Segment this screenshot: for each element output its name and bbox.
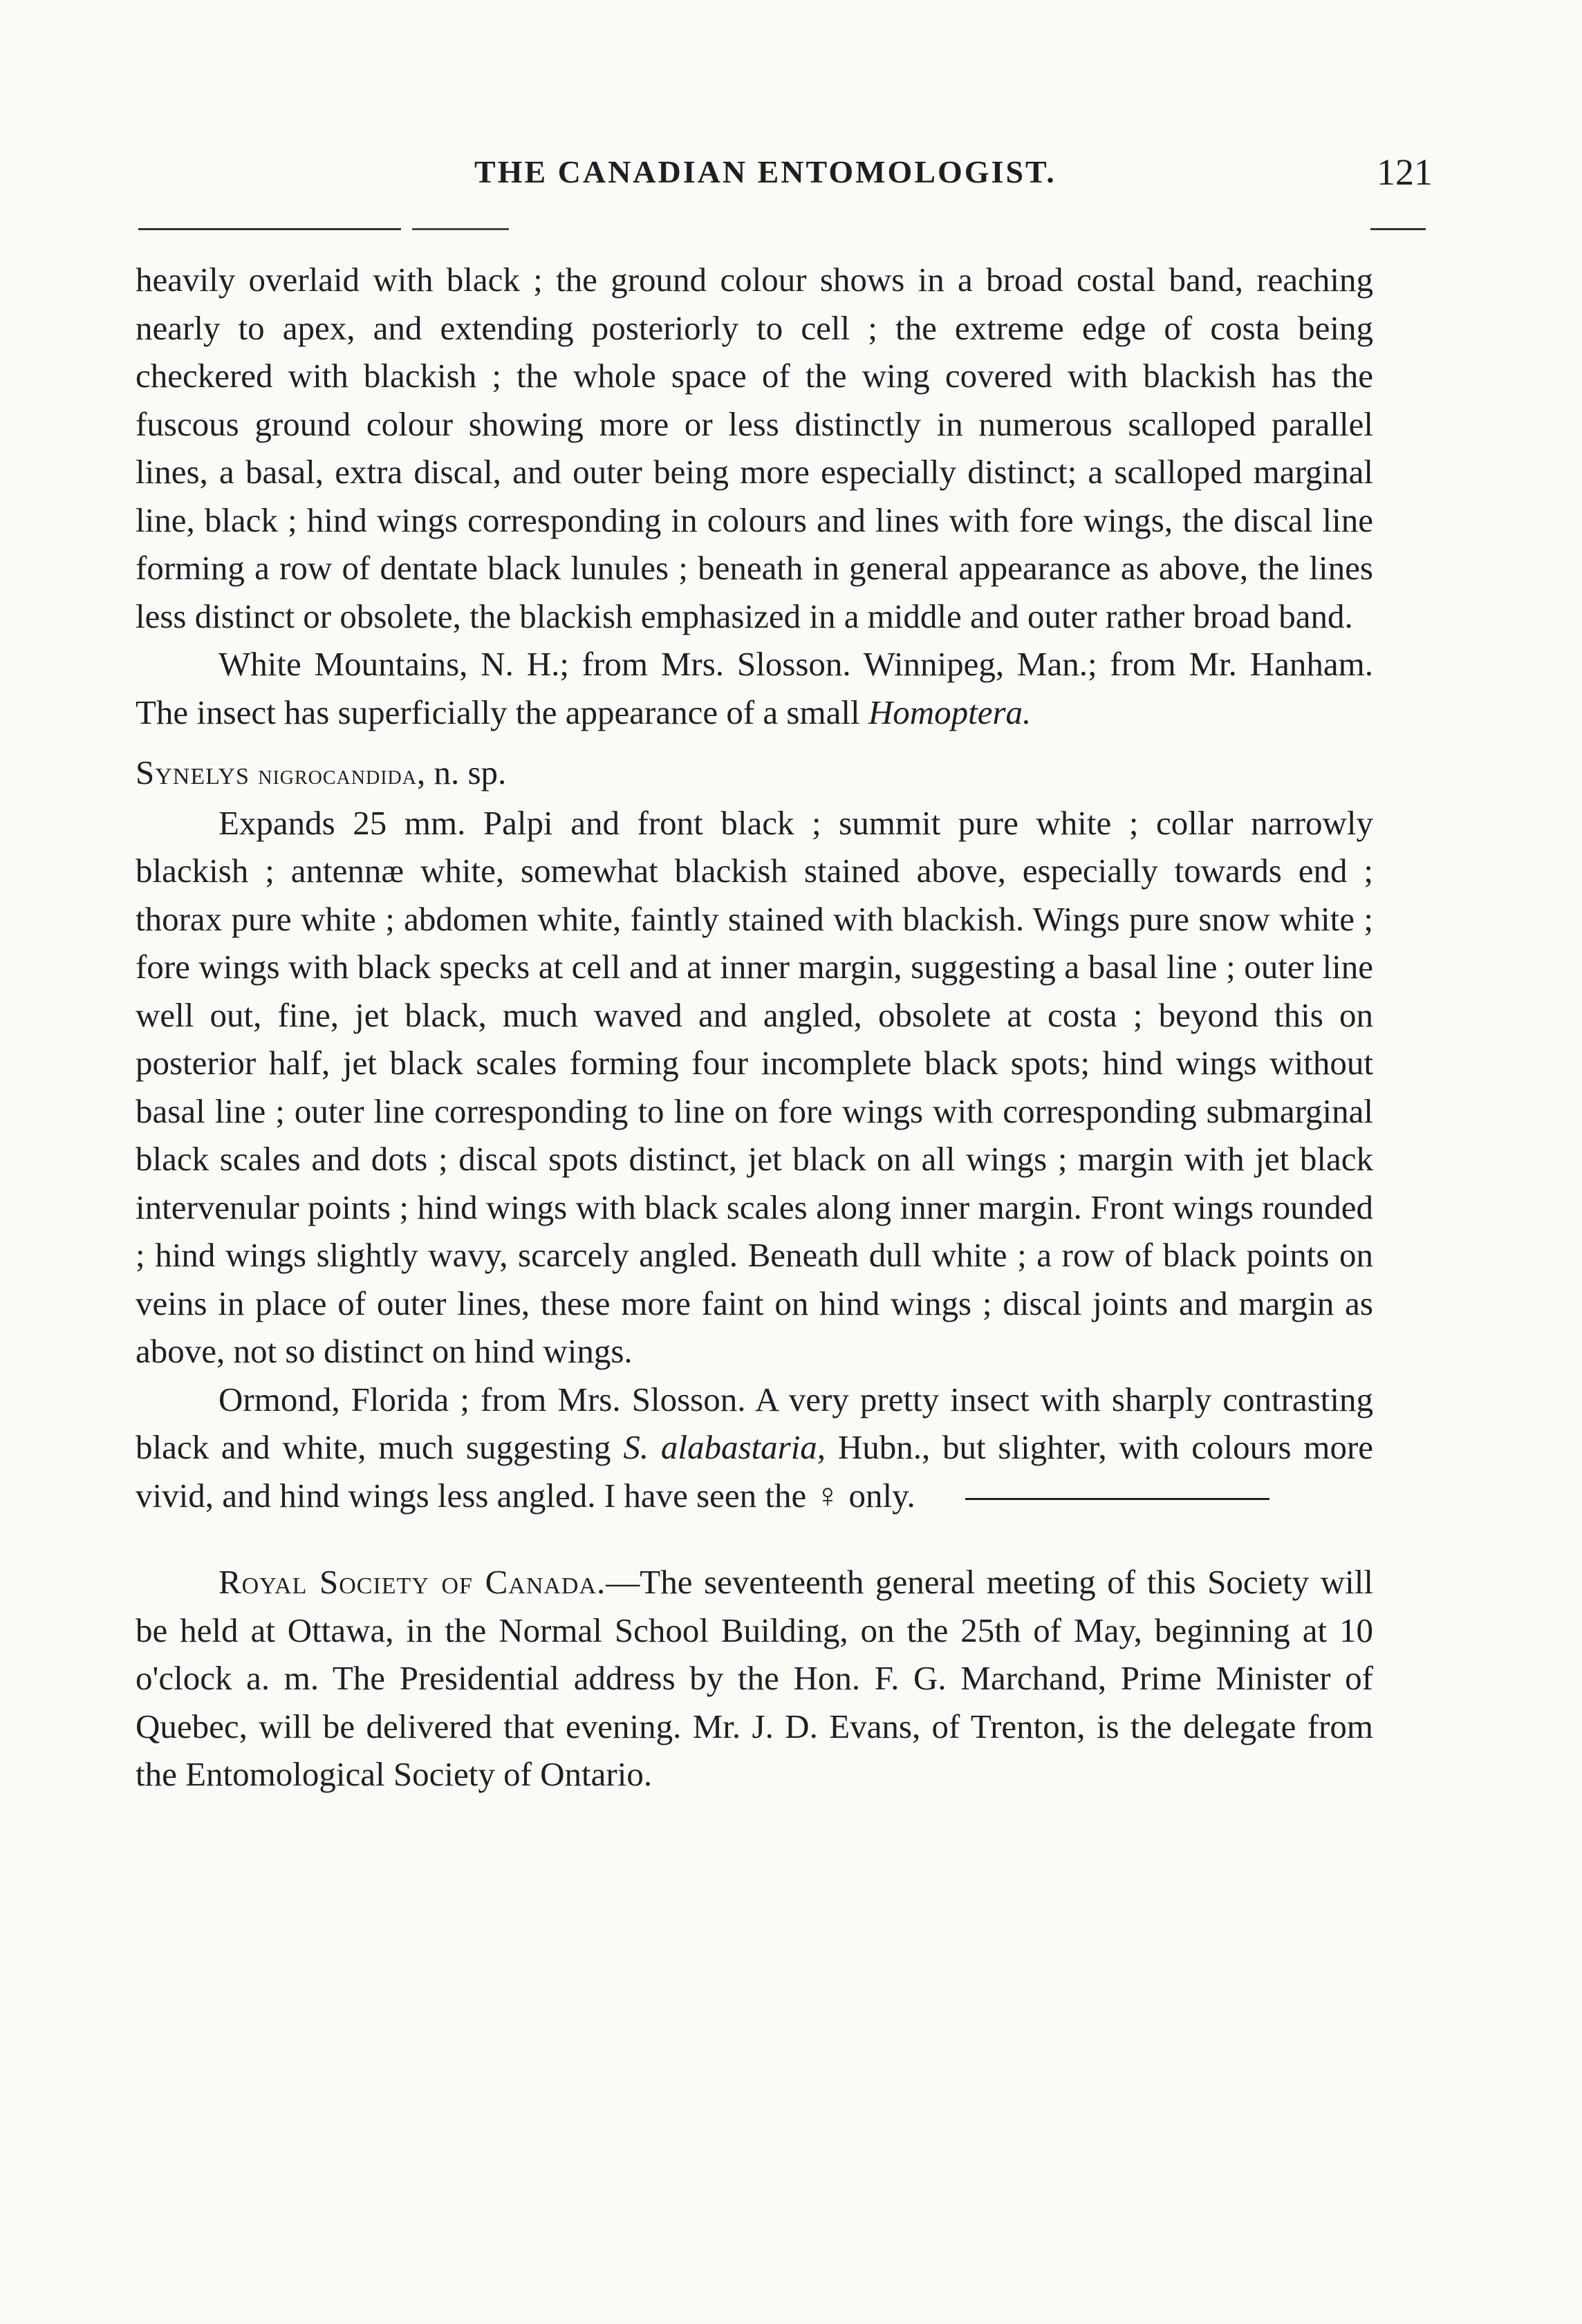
species-heading	[136, 749, 1373, 799]
genus-name: Homoptera.	[868, 693, 1032, 731]
notice-lead: Royal Society of Canada.	[218, 1563, 606, 1601]
page-number: 121	[1377, 151, 1433, 193]
locality-text: White Mountains, N. H.; from Mrs. Slosson. Winnipeg, Man.; from Mr. Hanham. The insect has superficially the appearance of a small	[136, 645, 1373, 731]
locality-paragraph	[136, 640, 1373, 736]
compared-species: S. alabastaria,	[623, 1428, 826, 1466]
header-rule	[412, 228, 509, 230]
description-paragraph: heavily overlaid with black ; the ground colour shows in a broad costal band, reaching nearly to apex, and extending posteriorly to cell ; the extreme edge of costa being checkered with blackish ; the whole space of the wing covered with blackish has the fuscous ground colour showing more or less distinctly in numerous scalloped parallel lines, a basal, extra discal, and outer being more especially distinct; a scalloped marginal line, black ; hind wings corresponding in colours and lines with fore wings, the discal line forming a row of dentate black lunules ; beneath in general appearance as above, the lines less distinct or obsolete, the blackish emphasized in a middle and outer rather broad band.	[136, 261, 1373, 635]
section-divider	[965, 1498, 1269, 1500]
article-body	[136, 256, 1373, 1799]
species-description: Expands 25 mm. Palpi and front black ; summit pure white ; collar narrowly blackish ; antennæ white, somewhat blackish stained above, especially towards end ; thorax pure white ; abdomen white, faintly stained with blackish. Wings pure snow white ; fore wings with black specks at cell and at inner margin, suggesting a basal line ; outer line well out, fine, jet black, much waved and angled, obsolete at costa ; beyond this on posterior half, jet black scales forming four incomplete black spots; hind wings without basal line ; outer line corresponding to line on fore wings with corresponding submarginal black scales and dots ; discal spots distinct, jet black on all wings ; margin with jet black intervenular points ; hind wings with black scales along inner margin. Front wings rounded ; hind wings slightly wavy, scarcely angled. Beneath dull white ; a row of black points on veins in place of outer lines, these more faint on hind wings ; discal joints and margin as above, not so distinct on hind wings.	[136, 803, 1373, 1370]
species-epithet: nigrocandida	[258, 759, 417, 790]
remarks-text: Ormond, Florida ; from Mrs. Slosson. A very pretty insect with sharply contrasting black and white, much suggesting	[136, 1380, 1373, 1466]
spacer	[136, 1519, 1373, 1558]
running-header	[136, 153, 1449, 202]
species-remarks	[136, 1376, 1373, 1520]
society-notice	[136, 1558, 1373, 1799]
notice-text: —The seventeenth general meeting of this Society will be held at Ottawa, in the Normal School Building, on the 25th of May, beginning at 10 o'clock a. m. The Presidential address by the Hon. F. G. Marchand, Prime Minister of Quebec, will be delivered that evening. Mr. J. D. Evans, of Trenton, is the delegate from the Entomological Society of Ontario.	[136, 1563, 1373, 1793]
header-rule	[138, 228, 401, 230]
species-suffix: , n. sp.	[416, 753, 507, 791]
remarks-text-end: Hubn., but slighter, with colours more vivid, and hind wings less angled. I have seen the ♀ only.	[136, 1428, 1374, 1515]
header-rule	[1370, 228, 1426, 230]
species-genus: Synelys	[136, 753, 250, 791]
running-title: THE CANADIAN ENTOMOLOGIST.	[474, 154, 1057, 189]
